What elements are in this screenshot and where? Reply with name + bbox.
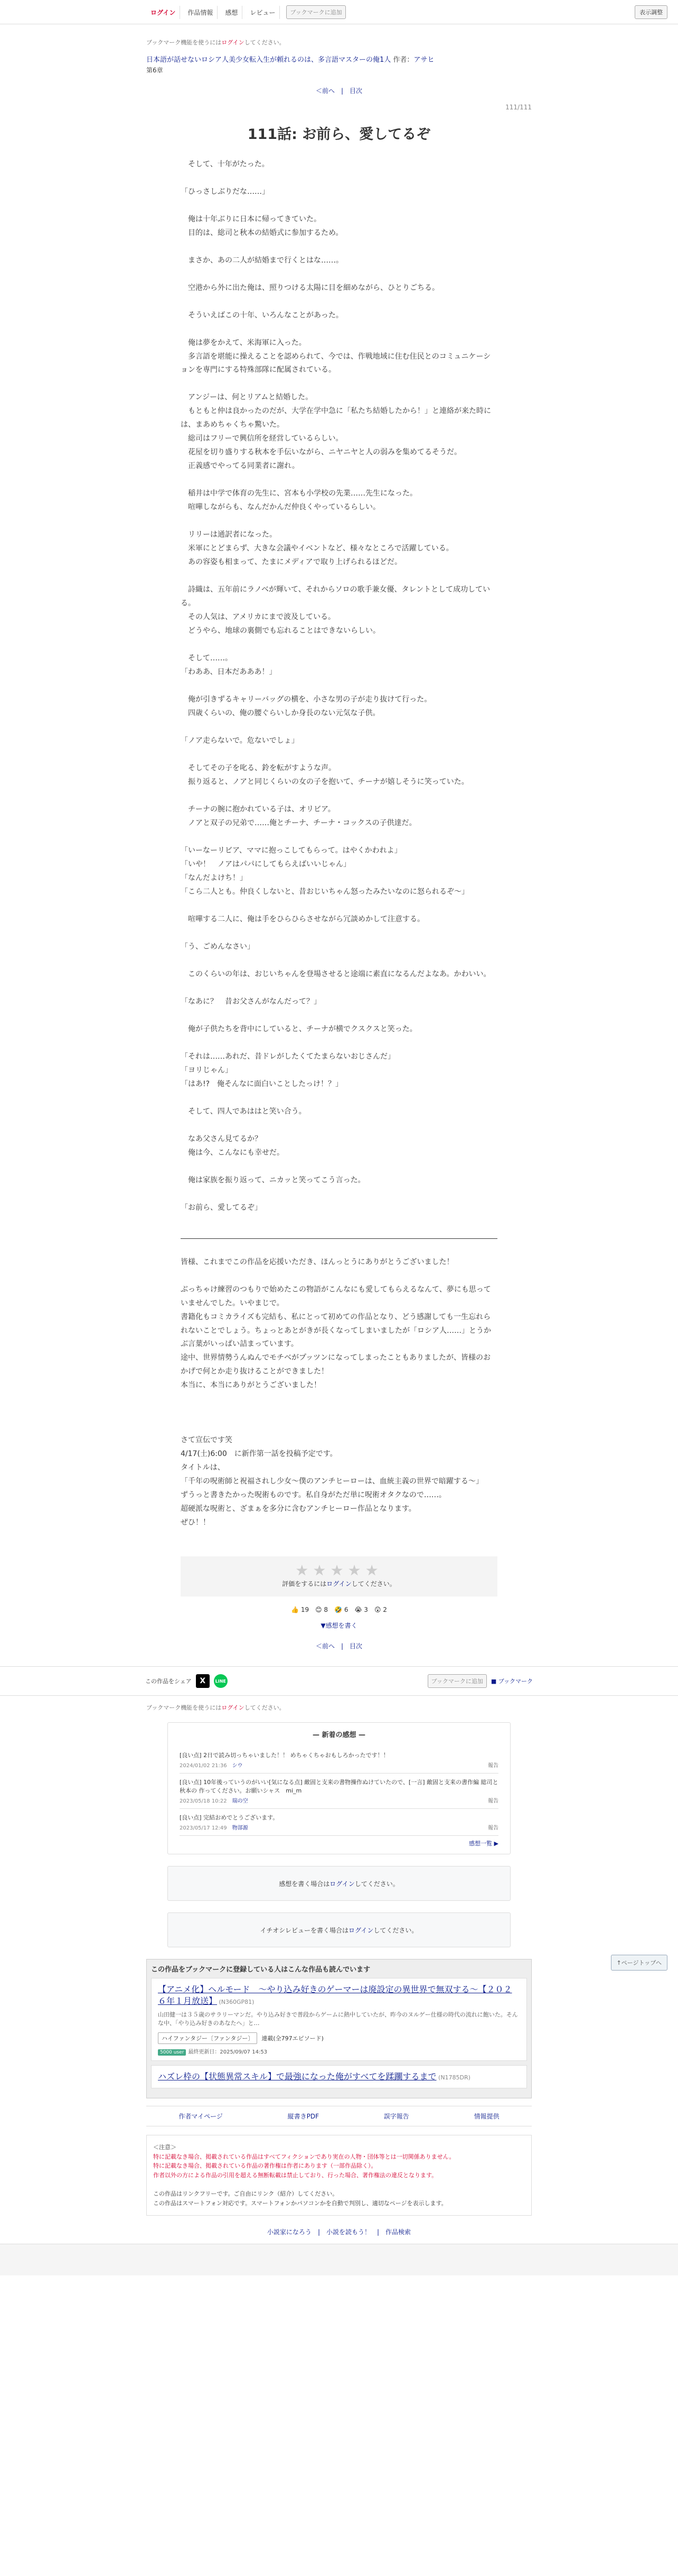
body-line: そして……。: [181, 654, 232, 662]
body-line: [181, 199, 497, 213]
impression-text: [良い点] 完結おめでとうございます。: [180, 1814, 279, 1822]
body-line: [181, 1188, 497, 1201]
caution-line: 特に記載なき場合、掲載されている作品の著作権は作者にあります（一部作品除く）。: [153, 2162, 377, 2170]
afterword-line: 本当に、本当にありがとうございました！: [181, 1381, 321, 1390]
page-top-button[interactable]: ↑ページトップへ: [611, 1955, 667, 1971]
body-line: [181, 473, 497, 487]
afterword: [181, 1256, 497, 1530]
afterword-line: 4/17(土)6:00 に新作第一話を投稿予定です。: [181, 1450, 337, 1459]
body-line: 詩織は、五年前にラノベが輝いて、それからソロの歌手兼女優、タレントとして成功している。: [181, 585, 491, 608]
body-line: 俺が引きずるキャリーバッグの横を、小さな男の子が走り抜けて行った。: [181, 695, 432, 704]
body-line: 空港から外に出た俺は、照りつける太陽に目を細めながら、ひとりごちる。: [181, 283, 439, 292]
novel-title-line: 日本語が話せないロシア人美少女転入生が頼れるのは、多言語マスターの俺1人 作者：アサヒ: [146, 56, 435, 64]
body-line: 「いや！ ノアはパパにしてもらえばいいじゃん」: [181, 860, 351, 869]
body-line: 正義感でやってる同業者に謝れ。: [181, 462, 299, 471]
write-impression-box: 感想を書く場合は ログイン してください。: [167, 1866, 511, 1901]
impression-text: [良い点] 10年後っていうのがいい[気になる点] 敵固と支来の書物操作ぬけていたので、[一言] 敵固と支来の書作編 総司と秋本の 作ってください。お願いシャス mi_m: [180, 1779, 498, 1795]
afterword-line: ぜひ！！: [181, 1518, 210, 1527]
bookmark-notice: ブックマーク機能を使うにはログインしてください。: [146, 39, 285, 46]
notice-login-link-bottom[interactable]: ログイン: [221, 1704, 244, 1712]
body-line: アンジーは、何とリアムと結婚した。: [181, 393, 313, 402]
body-line: リリーは通訳者になった。: [181, 530, 277, 539]
recommend-meta: [158, 2047, 520, 2055]
body-line: ノアと双子の兄弟で……俺とチーナ、チーナ・コックスの子供達だ。: [181, 818, 417, 827]
login-link[interactable]: ログイン: [146, 6, 180, 19]
body-line: [181, 721, 497, 734]
impression-meta: [180, 1823, 498, 1831]
body-line: [181, 899, 497, 913]
impression-login-link[interactable]: ログイン: [329, 1880, 355, 1888]
body-line: [181, 748, 497, 762]
recommend-id: (N360GP81): [217, 1999, 255, 2006]
recommend-link[interactable]: 【アニメ化】ヘルモード ～やり込み好きのゲーマーは廃設定の異世界で無双する～【２０２６年１月放送】: [158, 1984, 512, 2006]
recommend-box: [146, 1959, 532, 2098]
body-line: そしてその子を叱る、鈴を転がすような声。: [181, 763, 336, 772]
body-line: 俺は夢をかえて、米海軍に入った。: [181, 338, 306, 347]
afterword-line: [181, 1270, 497, 1283]
afterword-line: 途中、世界情勢うんぬんでモチベがプッツンになってしまったこともありましたが、皆様のおかげで何とか走り抜けることができました！: [181, 1354, 491, 1376]
body-line: [181, 1009, 497, 1023]
body-line: [181, 830, 497, 844]
body-line: [181, 927, 497, 940]
prev-link[interactable]: ＜前へ: [315, 87, 335, 95]
body-line: 「わああ、日本だあああ！」: [181, 667, 277, 676]
body-line: どうやら、地球の裏側でも忘れることはできないらしい。: [181, 626, 380, 635]
body-line: まさか、あの二人が結婚まで行くとはな……。: [181, 256, 343, 265]
divider: [181, 1238, 497, 1239]
afterword-line: ずうっと書きたかった呪術ものです。私自身がただ単に呪術オタクなので……。: [181, 1491, 446, 1500]
index-link[interactable]: 目次: [350, 87, 363, 95]
report-link[interactable]: 報告: [488, 1825, 498, 1832]
body-line: 振り返ると、ノアと同じくらいの女の子を抱いて、チーナが嬉しそうに笑っていた。: [181, 777, 469, 786]
body-line: [181, 982, 497, 995]
afterword-line: 「千年の呪術師と祝福されし少女〜僕のアンチヒーローは、血統主義の世界で暗躍する〜」: [181, 1477, 483, 1486]
line-share-icon[interactable]: LINE: [214, 1674, 228, 1688]
body-line: その人気は、アメリカにまで波及している。: [181, 612, 336, 621]
body-line: [181, 1160, 497, 1174]
impression-meta: [180, 1796, 498, 1804]
recommend-tags: [158, 2032, 520, 2044]
body-line: 目的は、総司と秋本の結婚式に参加するため。: [181, 228, 343, 237]
body-line: もともと仲は良かったのだが、大学在学中急に「私たち結婚したから！」と連絡が来た時には、まあめちゃくちゃ驚いた。: [181, 407, 491, 430]
body-line: [181, 323, 497, 337]
bookmark-add-button[interactable]: ブックマークに追加: [286, 5, 345, 19]
body-line: あの容姿も相まって、たまにメディアで取り上げられるほどだ。: [181, 558, 402, 567]
impressions-link[interactable]: 感想: [221, 6, 242, 19]
impression-meta: [180, 1761, 498, 1769]
x-share-icon[interactable]: X: [196, 1674, 210, 1688]
site-footer-links: [0, 2227, 678, 2236]
novel-title[interactable]: 日本語が話せないロシア人美少女転入生が頼れるのは、多言語マスターの俺1人: [146, 56, 391, 64]
body-line: 俺は十年ぶりに日本に帰ってきていた。: [181, 214, 321, 223]
report-link[interactable]: 報告: [488, 1763, 498, 1769]
report-link[interactable]: 報告: [488, 1798, 498, 1805]
reactions: [146, 1606, 532, 1613]
recommend-status: 連載(全797エピソード): [261, 2034, 324, 2042]
recommend-item: [151, 1978, 527, 2061]
body-line: 「いーなーリビア、ママに抱っこしてもらって。はやくかわれよ」: [181, 846, 402, 855]
footer-link[interactable]: 作者マイページ: [178, 2113, 223, 2121]
user-badge: 5000 user: [158, 2049, 186, 2056]
recommend-item: [151, 2065, 527, 2088]
author-link[interactable]: アサヒ: [413, 56, 435, 64]
afterword-line: 超硬派な呪術と、ざまぁを多分に含むアンチヒーロー作品となります。: [181, 1505, 416, 1514]
latest-impressions: [167, 1722, 511, 1854]
body-line: [181, 679, 497, 693]
page-number: 111/111: [505, 103, 532, 111]
body-line: 四歳くらいの、俺の腰ぐらいしか身長のない元気な子供。: [181, 708, 380, 717]
reaction-button[interactable]: 👍 19: [291, 1606, 309, 1614]
rating-stars[interactable]: ★★★★★: [295, 1562, 383, 1580]
body-line: 「う、ごめんなさい」: [181, 942, 255, 951]
body-line: [181, 789, 497, 803]
rating-box: ★★★★★ 評価をするにはログインしてください。: [181, 1556, 497, 1597]
body-line: 俺は家族を振り返って、ニカッと笑ってこう言った。: [181, 1175, 365, 1184]
body-line: なあ父さん見てるか？: [181, 1134, 262, 1143]
body-line: 「なんだよけち！」: [181, 873, 247, 882]
share-bar: [0, 1666, 678, 1696]
notice-login-link[interactable]: ログイン: [221, 39, 244, 46]
recommend-title-line: [158, 1984, 520, 2008]
impression-item: [180, 1774, 498, 1809]
afterword-line: [181, 1393, 497, 1406]
caution-line: 特に記載なき場合、掲載されている作品はすべてフィクションであり実在の人物・団体等とは一切関係ありません。: [153, 2153, 455, 2160]
review-link[interactable]: レビュー: [246, 6, 280, 19]
body-line: チーナの腕に抱かれている子は、オリビア。: [181, 805, 335, 814]
reaction-button[interactable]: 😲 2: [374, 1606, 387, 1614]
reaction-button[interactable]: 😊 8: [315, 1606, 328, 1614]
genre-tag[interactable]: ハイファンタジー〔ファンタジー〕: [158, 2032, 257, 2044]
chapter-label: 第6章: [146, 66, 163, 74]
body-line: [181, 268, 497, 282]
body-line: [181, 1119, 497, 1133]
prev-link-bottom[interactable]: ＜前へ: [315, 1642, 335, 1650]
body-line: 俺は今、こんなにも幸せだ。: [181, 1148, 284, 1157]
body-line: [181, 295, 497, 309]
body-line: 花屋を切り盛りする秋本を手伝いながら、ニヤニヤと人の弱みを集めてるそうだ。: [181, 448, 462, 457]
afterword-line: タイトルは、: [181, 1463, 225, 1472]
body-line: 「ヨリじゃん」: [181, 1066, 232, 1075]
impressions-list-link[interactable]: 感想一覧 ▶: [469, 1840, 498, 1847]
recommend-link[interactable]: ハズレ枠の【状態異常スキル】で最強になった俺がすべてを蹂躙するまで: [158, 2071, 437, 2082]
impression-date: 2023/05/17 12:49: [180, 1825, 232, 1832]
episode-title: 111話: お前ら、愛してるぞ: [247, 126, 431, 143]
body-line: 総司はフリーで興信所を経営しているらしい。: [181, 434, 343, 443]
body-line: 「こら二人とも。仲良くしないと、昔おじいちゃん怒ったみたいなのに怒られるぞ〜」: [181, 887, 469, 896]
site-link[interactable]: 小説家になろう: [267, 2228, 312, 2236]
site-link[interactable]: 作品検索: [385, 2228, 411, 2236]
share-label: この作品をシェア: [145, 1678, 192, 1685]
body-line: [181, 515, 497, 528]
write-impression-link[interactable]: ▼感想を書く: [321, 1622, 357, 1630]
main-content: [146, 38, 532, 1650]
body-line: 稲井は中学で体育の先生に、宮本も小学校の先業……先生になった。: [181, 489, 417, 498]
body-line: [181, 172, 497, 185]
body-line: 多言語を堪能に操えることを認められて、今では、作戦地域に住む住民とのコミュニケーションを専門にする特殊部隊に配属されている。: [181, 352, 491, 375]
index-link-bottom[interactable]: 目次: [350, 1642, 363, 1650]
top-bar: [0, 0, 678, 24]
caution-box: ＜注意＞ 特に記載なき場合、掲載されている作品はすべてフィクションであり実在の人物・団体等とは一切関係ありません。 特に記載なき場合、掲載されている作品の著作権は作者にあります（一部作品除く）。 作者以外の方による作品の引用を超える無断転載は禁止しており、行った場合、著作権法の違反となります。 この作品はリンクフリーです。ご自由にリンク（紹介）してください。 この作品はスマートフォン対応です。スマートフォンかパソコンかを自動で判別し、適切なページを表示します。: [146, 2135, 532, 2216]
body-line: 「ノア走らないで。危ないでしょ」: [181, 736, 299, 745]
bookmark-notice-bottom: ブックマーク機能を使うにはログインしてください。: [146, 1704, 285, 1712]
review-login-link[interactable]: ログイン: [349, 1926, 374, 1934]
recommend-id: (N1785DR): [436, 2074, 470, 2081]
footer-bar: [0, 2244, 678, 2275]
recommend-title-line: [158, 2071, 520, 2083]
body-line: [181, 1091, 497, 1105]
pager-bottom: ＜前へ | 目次: [315, 1642, 363, 1650]
site-link[interactable]: 小説を読もう！: [326, 2228, 371, 2236]
impression-item: [180, 1809, 498, 1836]
body-line: 「ひっさしぶりだな……」: [181, 187, 269, 196]
afterword-line: 皆様、これまでこの作品を応援いただき、ほんっとうにありがとうございました！: [181, 1257, 454, 1266]
bookmark-link[interactable]: ■ ブックマーク: [491, 1678, 533, 1685]
separator: |: [377, 2228, 380, 2236]
caution-line: この作品はリンクフリーです。ご自由にリンク（紹介）してください。: [153, 2190, 338, 2198]
body-line: 「お前ら、愛してるぞ」: [181, 1203, 262, 1212]
body-line: [181, 638, 497, 652]
body-line: そして、四人であははと笑い合う。: [181, 1107, 306, 1116]
impression-item: [180, 1747, 498, 1774]
body-line: 喧嘩する二人に、俺は手をひらひらさせながら冗談めかして注意する。: [181, 914, 425, 923]
caution-line: 作者以外の方による作品の引用を超える無断転載は禁止しており、行った場合、著作権法の違反となります。: [153, 2172, 438, 2179]
write-review-box: イチオシレビューを書く場合は ログイン してください。: [167, 1912, 511, 1947]
reaction-button[interactable]: 🤣 6: [334, 1606, 349, 1614]
body-line: 米軍にとどまらず、大きな会議やイベントなど、様々なところで活躍している。: [181, 544, 454, 553]
footer-link[interactable]: 縦書きPDF: [287, 2113, 319, 2121]
afterword-line: [181, 1406, 497, 1420]
body-line: 喧嘩しながらも、なんだかんだ仲良くやっているらしい。: [181, 503, 380, 512]
body-line: [181, 1037, 497, 1050]
body-line: 「なあに？ 昔お父さんがなんだって？」: [181, 997, 321, 1006]
reaction-button[interactable]: 😭 3: [354, 1606, 368, 1614]
recommend-title: この作品をブックマークに登録している人はこんな作品も読んでいます: [151, 1966, 371, 1974]
separator: |: [317, 2228, 320, 2236]
episode-body: [181, 158, 497, 1215]
body-line: そういえばこの十年、いろんなことがあった。: [181, 311, 343, 320]
body-line: 「はあ!? 俺そんなに面白いことしたっけ！？」: [181, 1079, 343, 1088]
impression-date: 2024/01/02 21:36: [180, 1763, 232, 1769]
body-line: 「それは……あれだ、昔ドレがしたくてたまらないおじさんだ」: [181, 1052, 395, 1061]
impression-user[interactable]: 瑞の空: [232, 1798, 248, 1805]
recommend-summary: 山田健一は３５歳のサラリーマンだ。やり込み好きで普段からゲームに熱中していたが、昨今のヌルゲー仕様の時代の流れに飽いた。そんな中、「やり込み好きのあなたへ」と…: [158, 2011, 518, 2027]
footer-link[interactable]: 誤字報告: [383, 2113, 409, 2121]
work-info-link[interactable]: 作品情報: [183, 6, 218, 19]
latest-impressions-title: — 新着の感想 —: [312, 1731, 366, 1740]
impression-user[interactable]: 物部源: [232, 1825, 248, 1832]
footer-link[interactable]: 情報提供: [474, 2113, 500, 2121]
afterword-line: さて宣伝です笑: [181, 1436, 232, 1445]
afterword-line: ぶっちゃけ練習のつもりで始めたこの物語がこんなにも愛してもらえるなんて、夢にも思っていませんでした。いやまじで。: [181, 1285, 491, 1308]
pager-top: ＜前へ | 目次: [315, 87, 363, 95]
impression-user[interactable]: シウ: [232, 1763, 243, 1769]
body-line: [181, 570, 497, 583]
body-line: [181, 377, 497, 391]
bookmark-add-button-bottom[interactable]: ブックマークに追加: [428, 1674, 487, 1688]
body-line: そして、十年がたった。: [181, 160, 269, 169]
body-line: 俺が子供たちを背中にしていると、チーナが横でクスクスと笑った。: [181, 1024, 417, 1033]
body-line: [181, 954, 497, 968]
impression-text: [良い点] 2日で読み切っちゃいました！！ めちゃくちゃおもしろかったです！！: [180, 1752, 389, 1759]
display-settings-button[interactable]: 表示調整: [635, 5, 667, 19]
afterword-line: 書籍化もコミカライズも完結も、私にとって初めての作品となり、どう感謝しても一生忘れられないことでしょう。ちょっとあとがきが長くなってしまいましたが「ロシア人……」とうかぶ言葉がいっぱい詰まっています。: [181, 1312, 491, 1349]
recommend-updated: 最終更新日：2025/09/07 14:53: [188, 2049, 268, 2055]
body-line: [181, 240, 497, 254]
rating-login-link[interactable]: ログイン: [326, 1580, 352, 1588]
body-line: このくらいの年は、おじいちゃんを登場させると途端に素直になるんだよなあ。かわいい。: [181, 969, 491, 978]
afterword-line: [181, 1420, 497, 1434]
caution-line: この作品はスマートフォン対応です。スマートフォンかパソコンかを自動で判別し、適切なページを表示します。: [153, 2199, 447, 2207]
footer-links: [146, 2106, 532, 2126]
impression-date: 2023/05/18 10:22: [180, 1798, 232, 1805]
